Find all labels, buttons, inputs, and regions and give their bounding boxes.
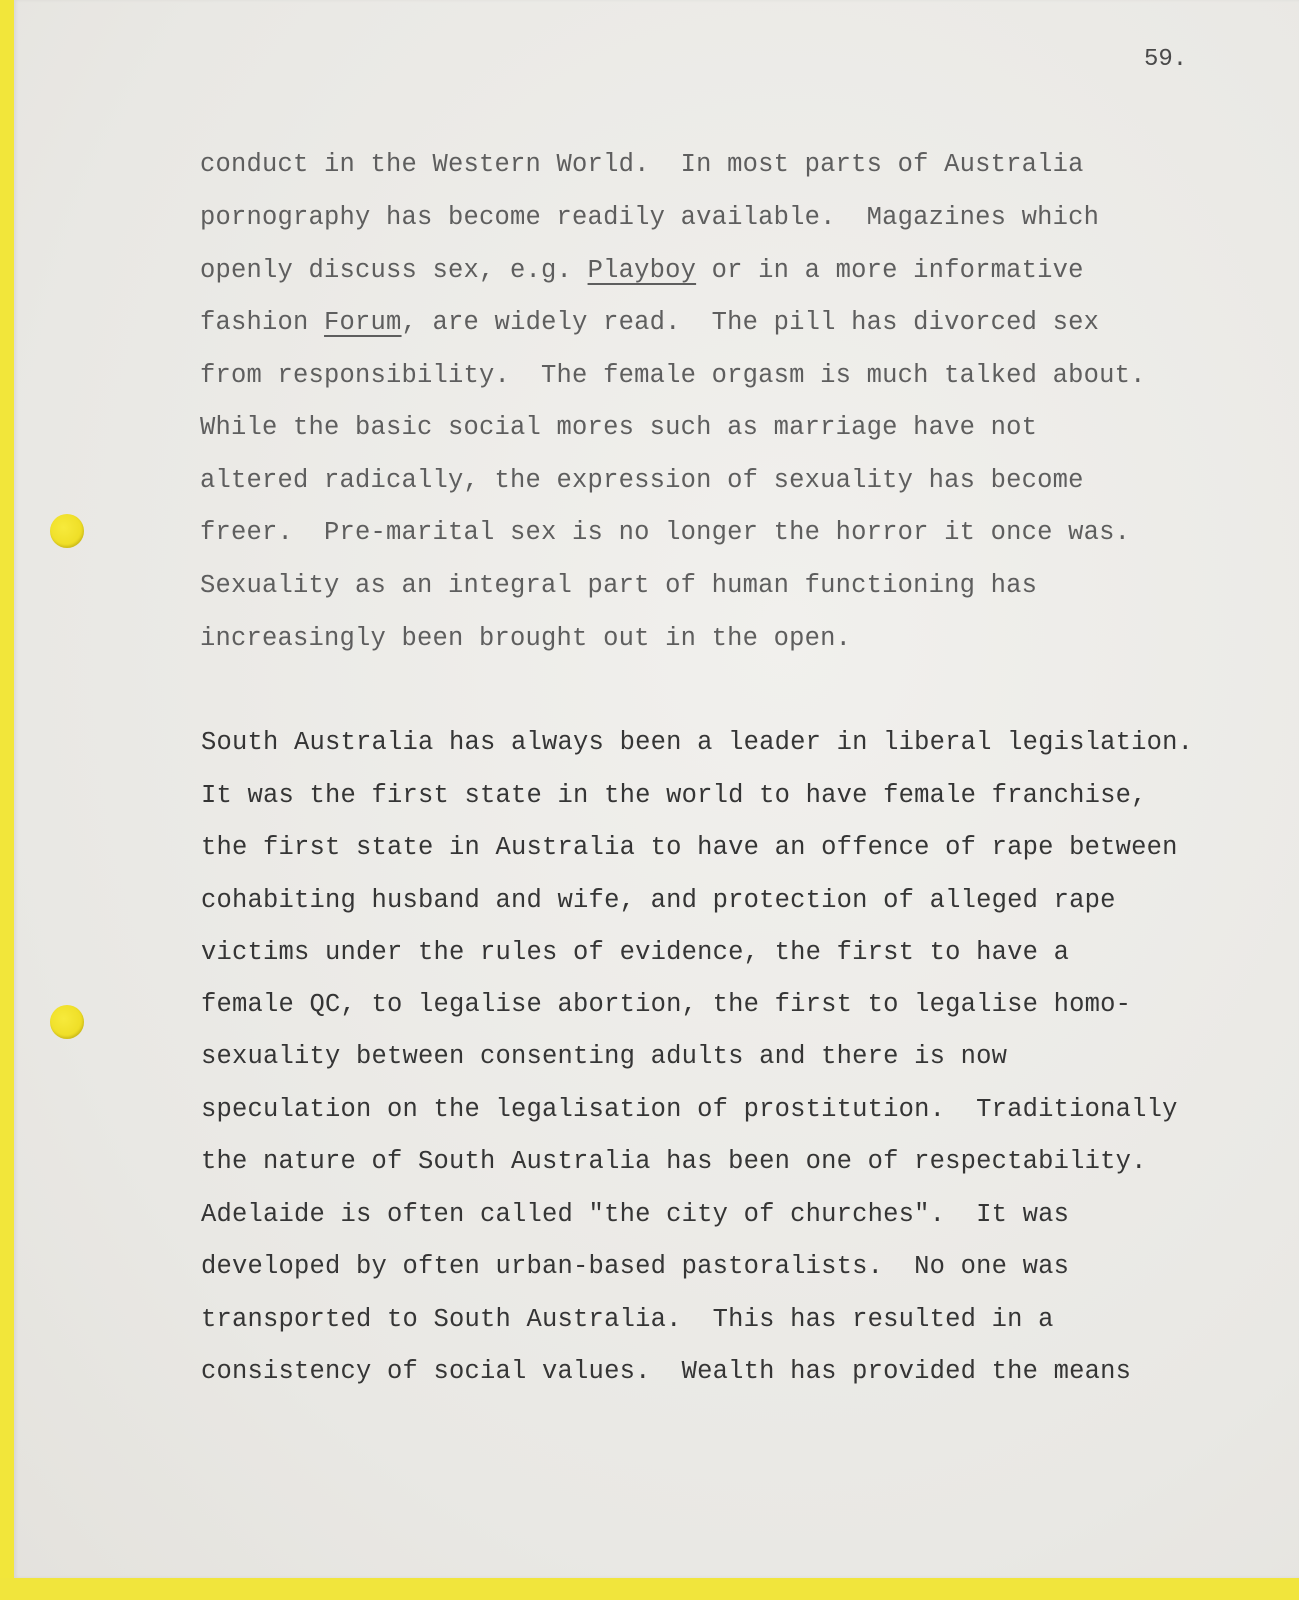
text-line: It was the first state in the world to have female franchise, — [201, 781, 1147, 810]
text-line: female QC, to legalise abortion, the first to legalise homo- — [201, 990, 1132, 1019]
text-line: While the basic social mores such as marriage have not — [200, 413, 1038, 442]
text-line: victims under the rules of evidence, the first to have a — [201, 938, 1070, 967]
text-segment: or in a more informative — [696, 256, 1084, 285]
text-line: altered radically, the expression of sexuality has become — [200, 466, 1084, 495]
text-segment: openly discuss sex, e.g. — [200, 256, 588, 285]
yellow-backing-edge — [0, 1578, 1299, 1600]
magazine-title-playboy: Playboy — [587, 256, 697, 285]
text-line: conduct in the Western World. In most parts of Australia — [200, 150, 1084, 179]
text-line: Adelaide is often called "the city of churches". It was — [201, 1200, 1070, 1229]
text-segment: fashion — [200, 308, 325, 337]
text-segment: , are widely read. The pill has divorced sex — [401, 308, 1100, 337]
punch-hole-top — [50, 514, 84, 548]
text-line: from responsibility. The female orgasm is much talked about. — [200, 361, 1146, 390]
text-line: consistency of social values. Wealth has provided the means — [201, 1357, 1132, 1386]
text-line: transported to South Australia. This has resulted in a — [201, 1305, 1054, 1334]
text-line: sexuality between consenting adults and there is now — [201, 1042, 1008, 1071]
page-number: 59. — [1144, 46, 1188, 73]
document-page — [14, 0, 1299, 1578]
text-line: developed by often urban-based pastoralists. No one was — [201, 1252, 1070, 1281]
text-line: speculation on the legalisation of prostitution. Traditionally — [201, 1095, 1178, 1124]
text-line: pornography has become readily available. Magazines which — [200, 203, 1100, 232]
text-line: South Australia has always been a leader in liberal legislation. — [201, 728, 1194, 757]
text-line: Sexuality as an integral part of human functioning has — [200, 571, 1038, 600]
text-line: cohabiting husband and wife, and protection of alleged rape — [201, 886, 1116, 915]
text-line — [200, 256, 1084, 286]
text-line: the nature of South Australia has been one of respectability. — [201, 1147, 1147, 1176]
text-line — [200, 308, 1099, 338]
text-line: freer. Pre-marital sex is no longer the horror it once was. — [200, 518, 1131, 547]
text-line: increasingly been brought out in the open. — [200, 624, 852, 653]
magazine-title-forum: Forum — [324, 308, 402, 337]
text-line: the first state in Australia to have an offence of rape between — [201, 833, 1178, 862]
punch-hole-bottom — [50, 1005, 84, 1039]
